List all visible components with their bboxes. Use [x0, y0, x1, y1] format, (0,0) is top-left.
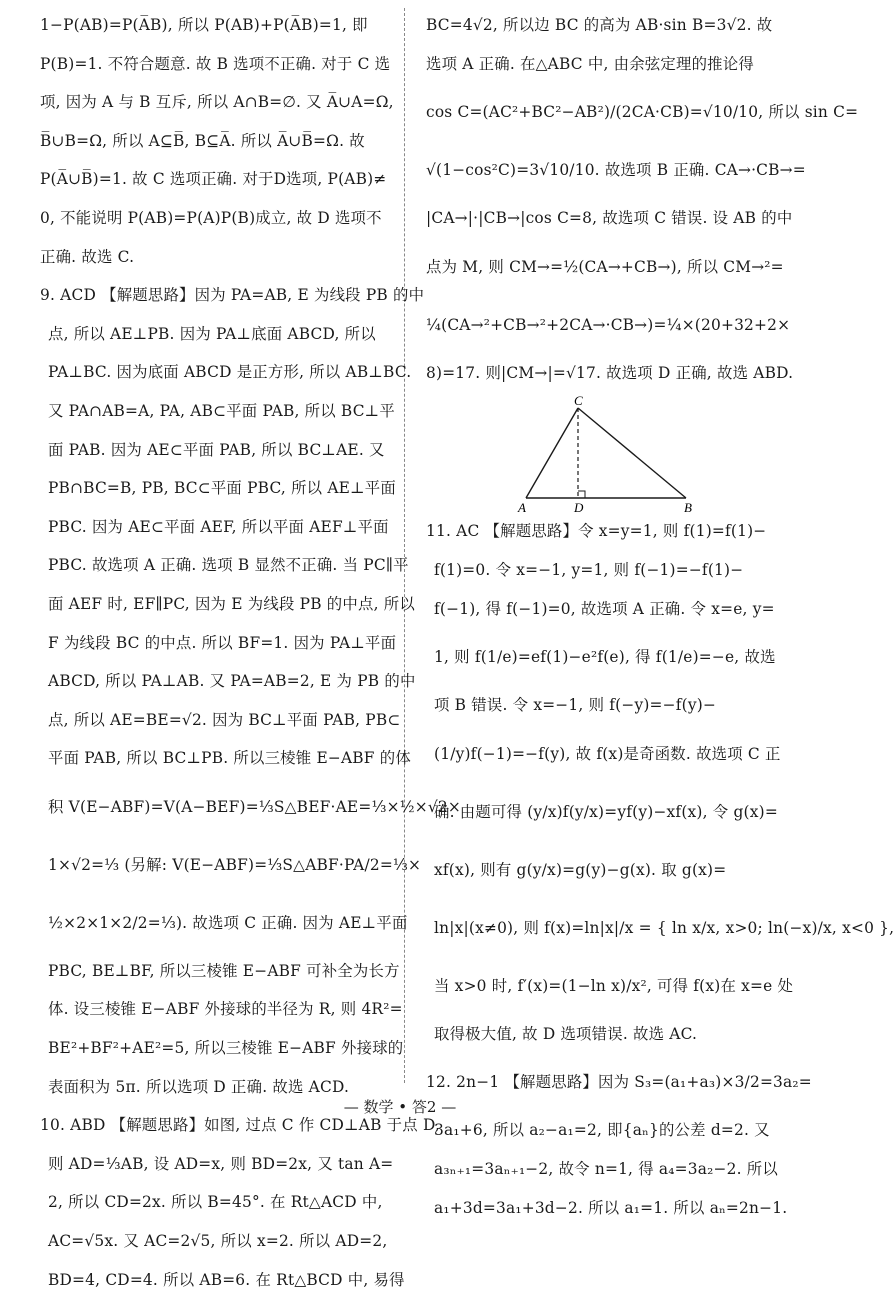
label-c: C — [574, 393, 583, 409]
formula-line: 1×√2=⅓ (另解: V(E−ABF)=⅓S△ABF·PA/2=⅓× — [48, 855, 422, 874]
side-ac — [526, 408, 578, 498]
text-line: PA⊥BC. 因为底面 ABCD 是正方形, 所以 AB⊥BC. — [48, 363, 412, 382]
formula-line: 当 x>0 时, f′(x)=(1−ln x)/x², 可得 f(x)在 x=e 处 — [434, 976, 794, 995]
text-line: BC=4√2, 所以边 BC 的高为 AB·sin B=3√2. 故 — [426, 16, 773, 34]
text-line: BE²+BF²+AE²=5, 所以三棱锥 E−ABF 外接球的 — [48, 1039, 404, 1058]
text-line: 点, 所以 AE=BE=√2. 因为 BC⊥平面 PAB, PB⊂ — [48, 710, 401, 729]
text-line: a₃ₙ₊₁=3aₙ₊₁−2, 故令 n=1, 得 a₄=3a₂−2. 所以 — [434, 1159, 778, 1178]
text-line: PBC. 故选项 A 正确. 选项 B 显然不正确. 当 PC∥平 — [48, 556, 409, 575]
question-10-heading: 10. ABD 【解题思路】如图, 过点 C 作 CD⊥AB 于点 D, — [40, 1116, 441, 1135]
text-line: P(B)=1. 不符合题意. 故 B 选项不正确. 对于 C 选 — [40, 54, 391, 73]
formula-line: 积 V(E−ABF)=V(A−BEF)=⅓S△BEF·AE=⅓×½×√2× — [48, 797, 461, 816]
text-line: 8)=17. 则|CM→|=√17. 故选项 D 正确, 故选 ABD. — [426, 363, 794, 382]
text-line: 选项 A 正确. 在△ABC 中, 由余弦定理的推论得 — [426, 54, 754, 73]
right-angle-mark — [578, 491, 585, 498]
text-line: 3a₁+6, 所以 a₂−a₁=2, 即{aₙ}的公差 d=2. 又 — [434, 1121, 770, 1140]
text-line: 1−P(AB)=P(A̅B), 所以 P(AB)+P(A̅B)=1, 即 — [40, 16, 368, 34]
text-line: f(−1), 得 f(−1)=0, 故选项 A 正确. 令 x=e, y= — [434, 599, 775, 618]
text-line: 0, 不能说明 P(AB)=P(A)P(B)成立, 故 D 选项不 — [40, 208, 382, 227]
text-line: PBC. 因为 AE⊂平面 AEF, 所以平面 AEF⊥平面 — [48, 517, 389, 536]
text-line: B̅∪B=Ω, 所以 A⊆B̅, B⊆A̅. 所以 A̅∪B̅=Ω. 故 — [40, 131, 365, 150]
formula-line: 点为 M, 则 CM→=½(CA→+CB→), 所以 CM→²= — [426, 257, 784, 276]
text-line: F 为线段 BC 的中点. 所以 BF=1. 因为 PA⊥平面 — [48, 633, 397, 652]
label-a: A — [518, 500, 526, 516]
page-footer: — 数学 • 答2 — — [343, 1098, 457, 1116]
text-line: 体. 设三棱锥 E−ABF 外接球的半径为 R, 则 4R²= — [48, 1000, 403, 1019]
formula-line: ¼(CA→²+CB→²+2CA→·CB→)=¼×(20+32+2× — [426, 315, 791, 334]
question-12-heading: 12. 2n−1 【解题思路】因为 S₃=(a₁+a₃)×3/2=3a₂= — [426, 1073, 812, 1092]
text-line: 又 PA∩AB=A, PA, AB⊂平面 PAB, 所以 BC⊥平 — [48, 401, 395, 420]
text-line: BD=4, CD=4. 所以 AB=6. 在 Rt△BCD 中, 易得 — [48, 1270, 405, 1289]
label-d: D — [574, 500, 584, 516]
text-line: P(A̅∪B̅)=1. 故 C 选项正确. 对于D选项, P(AB)≠ — [40, 170, 387, 189]
formula-line: 1, 则 f(1/e)=ef(1)−e²f(e), 得 f(1/e)=−e, 故选 — [434, 648, 776, 667]
text-line: 则 AD=⅓AB, 设 AD=x, 则 BD=2x, 又 tan A= — [48, 1154, 394, 1173]
triangle-figure — [426, 392, 771, 516]
formula-line: 确. 由题可得 (y/x)f(y/x)=yf(y)−xf(x), 令 g(x)= — [434, 802, 778, 821]
label-b: B — [684, 500, 692, 516]
text-line: PBC, BE⊥BF, 所以三棱锥 E−ABF 可补全为长方 — [48, 961, 400, 980]
formula-line: (1/y)f(−1)=−f(y), 故 f(x)是奇函数. 故选项 C 正 — [434, 744, 781, 763]
text-line: 平面 PAB, 所以 BC⊥PB. 所以三棱锥 E−ABF 的体 — [48, 749, 411, 768]
text-line: 正确. 故选 C. — [40, 247, 135, 266]
text-line: f(1)=0. 令 x=−1, y=1, 则 f(−1)=−f(1)− — [434, 560, 744, 579]
triangle-diagram — [516, 393, 716, 516]
text-line: 面 AEF 时, EF∥PC, 因为 E 为线段 PB 的中点, 所以 — [48, 594, 415, 613]
side-bc — [578, 408, 686, 498]
text-line: 面 PAB. 因为 AE⊂平面 PAB, 所以 BC⊥AE. 又 — [48, 440, 385, 459]
formula-line: cos C=(AC²+BC²−AB²)/(2CA·CB)=√10/10, 所以 sin C= — [426, 103, 859, 122]
text-line: ABCD, 所以 PA⊥AB. 又 PA=AB=2, E 为 PB 的中 — [48, 672, 416, 691]
text-line: 点, 所以 AE⊥PB. 因为 PA⊥底面 ABCD, 所以 — [48, 324, 376, 343]
text-line: 表面积为 5π. 所以选项 D 正确. 故选 ACD. — [48, 1077, 350, 1096]
text-line: 项, 因为 A 与 B 互斥, 所以 A∩B=∅. 又 A̅∪A=Ω, — [40, 93, 394, 112]
text-line: 取得极大值, 故 D 选项错误. 故选 AC. — [434, 1024, 698, 1043]
formula-line: √(1−cos²C)=3√10/10. 故选项 B 正确. CA→·CB→= — [426, 161, 806, 180]
text-line: |CA→|·|CB→|cos C=8, 故选项 C 错误. 设 AB 的中 — [426, 209, 793, 228]
text-line: 项 B 错误. 令 x=−1, 则 f(−y)=−f(y)− — [434, 696, 717, 715]
question-9-heading: 9. ACD 【解题思路】因为 PA=AB, E 为线段 PB 的中 — [40, 286, 425, 305]
formula-line: ½×2×1×2/2=⅓). 故选项 C 正确. 因为 AE⊥平面 — [48, 913, 408, 932]
formula-line: ln|x|(x≠0), 则 f(x)=ln|x|/x = { ln x/x, x>0; ln(−x)/x, x<0 }, — [434, 918, 894, 937]
formula-line: xf(x), 则有 g(y/x)=g(y)−g(x). 取 g(x)= — [434, 860, 727, 879]
question-11-heading: 11. AC 【解题思路】令 x=y=1, 则 f(1)=f(1)− — [426, 522, 767, 541]
text-line: AC=√5x. 又 AC=2√5, 所以 x=2. 所以 AD=2, — [48, 1232, 388, 1251]
text-line: PB∩BC=B, PB, BC⊂平面 PBC, 所以 AE⊥平面 — [48, 479, 396, 498]
text-line: 2, 所以 CD=2x. 所以 B=45°. 在 Rt△ACD 中, — [48, 1193, 383, 1212]
right-column — [426, 6, 894, 1227]
text-line: a₁+3d=3a₁+3d−2. 所以 a₁=1. 所以 aₙ=2n−1. — [434, 1198, 788, 1217]
